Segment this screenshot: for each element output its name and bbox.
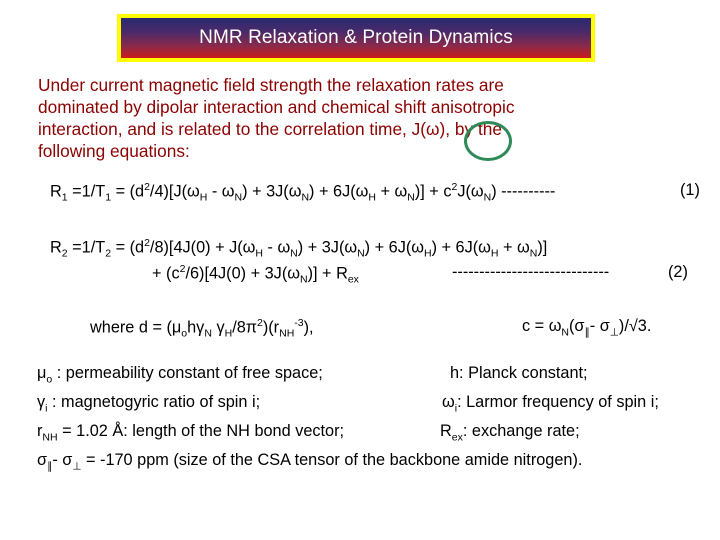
intro-paragraph [38,74,638,162]
intro-line: dominated by dipolar interaction and chemical shift anisotropic [38,97,515,117]
intro-line: following equations: [38,141,190,161]
equation-r2-line2: + $(c^2/6)[4J(0) + 3J(\omega_N)] + R_{ex}$ [152,263,359,286]
equation-number-2: (2) [668,263,688,281]
highlight-circle [464,121,512,161]
definition-mu: $\mu_o$ : permeability constant of free space; [37,364,323,386]
definition-gamma: $\gamma_i$ : magnetogyric ratio of spin i; [37,393,261,415]
equation-r2: $R_2 =1/T_2 = (d^2/8)[4J(0) + J(\omega_H - \omega_N) + 3J(\omega_N) + 6J(\omega_H) + 6J(\omega_H + \omega_N)]$ [50,237,548,260]
where-c-definition: $c = \omega_N(\sigma_\parallel-$ $\sigma_\perp)/√3$. [522,317,652,339]
definition-rex: $R_{ex}$: exchange rate; [440,422,580,444]
intro-line: interaction, and is related to the correlation time, J(ω), by the [38,119,502,139]
definition-omega: $\omega_i$: Larmor frequency of spin i; [442,393,659,415]
intro-line: Under current magnetic field strength the relaxation rates are [38,75,504,95]
definition-sigma: $\sigma_\parallel-$ $\sigma_\perp = -170$ ppm (size of the CSA tensor of the backbone amide nitrogen). [37,451,583,473]
definition-rnh: $r_{NH} = 1.02$ Å: length of the NH bond vector; [37,422,345,444]
slide-title: NMR Relaxation & Protein Dynamics [199,27,513,48]
definition-h: h: Planck constant; [450,364,588,382]
equation-r1: $R_1 =1/T_1 = (d^2/4)[J(\omega_H - \omega_N) + 3J(\omega_N) + 6J(\omega_H + \omega_N)] + c^2J(\omega_N)$ ---------- [50,181,556,204]
where-d-definition: where $d = (\mu_oh\gamma_N$ $\gamma_H/8\pi^2)(r_{NH}^{-3})$, [90,317,314,340]
equation-number-1: (1) [680,181,700,199]
equation-dashes-2: ----------------------------- [452,263,610,281]
title-banner [117,14,595,62]
